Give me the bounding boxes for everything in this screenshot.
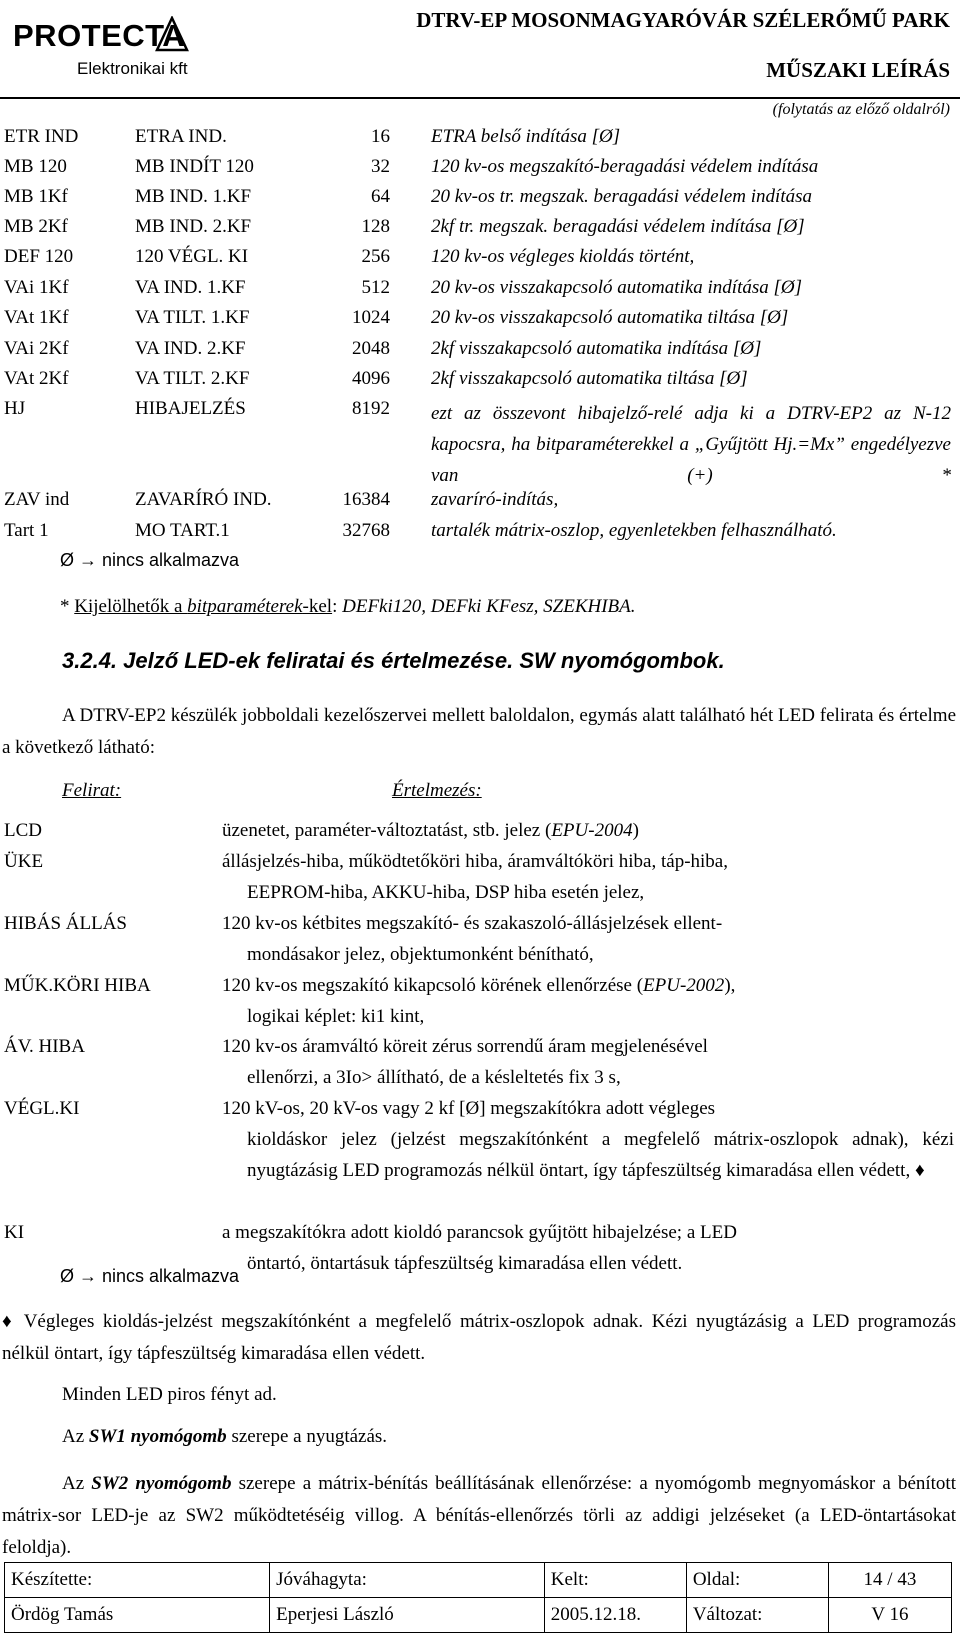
led-label: LCD xyxy=(4,820,42,841)
led-meaning xyxy=(222,846,954,908)
footer-cell: Jóváhagyta: xyxy=(270,1563,545,1598)
col-head-label: Felirat: xyxy=(62,780,122,801)
signal-desc: 120 kv-os megszakító-beragadási védelem indítása xyxy=(431,156,819,177)
footer-row xyxy=(5,1563,952,1598)
led-meaning-first: 120 kv-os kétbites megszakító- és szakaszoló-állásjelzések ellent- xyxy=(222,913,723,934)
header-divider xyxy=(0,97,960,99)
footer-cell: Oldal: xyxy=(686,1563,828,1598)
signal-abbr: ETR IND xyxy=(4,126,79,147)
led-meaning-rest: öntartó, öntartásuk tápfeszültség kimaradása ellen védett. xyxy=(247,1253,683,1274)
signal-desc: 2kf tr. megszak. beragadási védelem indítása [Ø] xyxy=(431,216,805,237)
signal-value: 4096 xyxy=(352,368,390,389)
signal-desc: ezt az összevont hibajelző-relé adja ki a DTRV-EP2 az N-12 kapocsra, ha bitparaméterekkel a „Gyűjtött Hj.=Mx” engedélyezve van (+) * xyxy=(431,403,951,486)
led-label: VÉGL.KI xyxy=(4,1098,80,1119)
diamond-paragraph: ♦ Végleges kioldás-jelzést megszakítónként a megfelelő mátrix-oszlopok adnak. Kézi nyugtázásig a LED programozás nélkül öntart, így tápfeszültség kimaradása ellen védett. xyxy=(2,1311,956,1364)
signal-desc: ETRA belső indítása [Ø] xyxy=(431,126,621,147)
signal-abbr: MB 1Kf xyxy=(4,186,68,207)
led-label: HIBÁS ÁLLÁS xyxy=(4,913,127,934)
signal-name: ZAVARÍRÓ IND. xyxy=(135,489,272,510)
signal-name: MB IND. 1.KF xyxy=(135,186,252,207)
led-meaning-first: 120 kv-os megszakító kikapcsoló körének ellenőrzése ( xyxy=(222,975,644,996)
footnote-u3: -kel xyxy=(302,596,333,617)
sw2-a: Az xyxy=(62,1473,92,1494)
signal-value: 32 xyxy=(371,156,390,177)
not-used-note: Ø → nincs alkalmazva xyxy=(60,550,240,570)
signal-abbr: VAt 2Kf xyxy=(4,368,69,389)
led-label: MŰK.KÖRI HIBA xyxy=(4,975,151,996)
signal-desc: 20 kv-os visszakapcsoló automatika tiltása [Ø] xyxy=(431,307,789,328)
footnote-u2: bitparaméterek xyxy=(187,596,303,617)
company-logo xyxy=(5,4,245,88)
led-label: ÁV. HIBA xyxy=(4,1036,85,1057)
signal-name: VA IND. 1.KF xyxy=(135,277,246,298)
led-meaning xyxy=(222,1093,954,1186)
signal-name: MB INDÍT 120 xyxy=(135,156,254,177)
led-meaning xyxy=(222,815,954,846)
led-meaning-rest: ellenőrzi, a 3Io> állítható, de a késleltetés fix 3 s, xyxy=(247,1067,621,1088)
signal-name: HIBAJELZÉS xyxy=(135,398,246,419)
led-meaning-rest: logikai képlet: ki1 kint, xyxy=(247,1006,425,1027)
signal-desc: 120 kv-os végleges kioldás történt, xyxy=(431,246,695,267)
sw1-a: Az xyxy=(62,1426,89,1447)
footnote-star: * xyxy=(60,596,75,617)
sw2-name: SW2 nyomógomb xyxy=(91,1473,232,1494)
led-meaning-ref: EPU-2002 xyxy=(643,975,725,996)
led-meaning-close: ) xyxy=(632,820,639,841)
signal-abbr: DEF 120 xyxy=(4,246,74,267)
logo-a-mark-icon xyxy=(155,16,189,52)
signal-name: VA TILT. 1.KF xyxy=(135,307,250,328)
signal-value: 16 xyxy=(371,126,390,147)
section-title: 3.2.4. Jelző LED-ek feliratai és értelmezése. SW nyomógombok. xyxy=(62,648,725,673)
signal-abbr: VAi 1Kf xyxy=(4,277,69,298)
footer-table xyxy=(4,1562,952,1633)
sw1-c: szerepe a nyugtázás. xyxy=(226,1426,388,1447)
led-meaning-first: 120 kv-os áramváltó köreit zérus sorrendű áram megjelenésével xyxy=(222,1036,708,1057)
signal-value: 256 xyxy=(361,246,390,267)
signal-value: 32768 xyxy=(342,520,390,541)
signal-value: 64 xyxy=(371,186,390,207)
signal-desc: tartalék mátrix-oszlop, egyenletekben felhasználható. xyxy=(431,520,837,541)
footer-row xyxy=(5,1598,952,1633)
signal-value: 2048 xyxy=(352,338,390,359)
footer-cell: V 16 xyxy=(828,1598,951,1633)
led-meaning xyxy=(222,1031,954,1093)
signal-value: 8192 xyxy=(352,398,390,419)
led-meaning-rest: kioldáskor jelez (jelzést megszakítónként a megfelelő mátrix-oszlopok adnak), kézi nyugtázásig LED programozás nélkül öntart, így tápfeszültség kimaradása ellen védett, ♦ xyxy=(247,1129,954,1181)
intro-paragraph: A DTRV-EP2 készülék jobboldali kezelőszervei mellett baloldalon, egymás alatt található hét LED felirata és értelme a következő látható: xyxy=(2,705,956,758)
signal-desc: 20 kv-os visszakapcsoló automatika indítása [Ø] xyxy=(431,277,803,298)
footer-cell: Ördög Tamás xyxy=(5,1598,270,1633)
signal-name: VA IND. 2.KF xyxy=(135,338,246,359)
footer-cell: Változat: xyxy=(686,1598,828,1633)
led-meaning xyxy=(222,908,954,970)
document-title: DTRV-EP MOSONMAGYARÓVÁR SZÉLERŐMŰ PARK xyxy=(416,8,950,32)
signal-desc: 2kf visszakapcsoló automatika indítása [Ø] xyxy=(431,338,762,359)
sw1-name: SW1 nyomógomb xyxy=(88,1426,227,1447)
signal-value: 128 xyxy=(361,216,390,237)
signal-value: 1024 xyxy=(352,307,390,328)
signal-desc: 2kf visszakapcsoló automatika tiltása [Ø] xyxy=(431,368,748,389)
logo-subtitle: Elektronikai kft xyxy=(77,59,188,78)
signal-desc: 20 kv-os tr. megszak. beragadási védelem indítása xyxy=(431,186,812,207)
footer-cell: Eperjesi László xyxy=(270,1598,545,1633)
signal-abbr: VAi 2Kf xyxy=(4,338,69,359)
sw1-paragraph xyxy=(62,1426,387,1448)
signal-name: ETRA IND. xyxy=(135,126,227,147)
signal-name: VA TILT. 2.KF xyxy=(135,368,250,389)
signal-abbr: Tart 1 xyxy=(4,520,49,541)
led-meaning-first: állásjelzés-hiba, működtetőköri hiba, áramváltóköri hiba, táp-hiba, xyxy=(222,851,728,872)
led-label: ÜKE xyxy=(4,851,44,872)
led-meaning-close: ), xyxy=(724,975,736,996)
footer-cell: Készítette: xyxy=(5,1563,270,1598)
sw2-paragraph xyxy=(2,1468,956,1564)
led-meaning-first: 120 kV-os, 20 kV-os vagy 2 kf [Ø] megszakítókra adott végleges xyxy=(222,1098,716,1119)
signal-abbr: ZAV ind xyxy=(4,489,70,510)
signal-name: MB IND. 2.KF xyxy=(135,216,252,237)
led-meaning xyxy=(222,1217,954,1279)
signal-abbr: MB 120 xyxy=(4,156,67,177)
signal-desc: zavaríró-indítás, xyxy=(431,489,559,510)
footer-cell: 14 / 43 xyxy=(828,1563,951,1598)
led-meaning xyxy=(222,970,954,1032)
footnote-u1: Kijelölhetők a xyxy=(74,596,188,617)
led-meaning-rest: mondásakor jelez, objektumonként bénítható, xyxy=(247,944,594,965)
sw2-c: szerepe a mátrix-bénítás beállításának ellenőrzése: a nyomógomb megnyomáskor a bénított mátrix-sor LED-je az SW2 működtetéséig villog. A bénítás-ellenőrzés törli az addigi jelzéseket (a LED-öntartásokat feloldja). xyxy=(2,1473,956,1558)
not-used-note-2: Ø → nincs alkalmazva xyxy=(60,1266,240,1286)
led-meaning-first: a megszakítókra adott kioldó parancsok gyűjtött hibajelzése; a LED xyxy=(222,1222,737,1243)
continued-note: (folytatás az előző oldalról) xyxy=(772,101,950,118)
logo-brand: PROTECTA xyxy=(13,18,186,53)
led-meaning-ref: EPU-2004 xyxy=(551,820,633,841)
footer-cell: 2005.12.18. xyxy=(544,1598,686,1633)
led-color-note: Minden LED piros fényt ad. xyxy=(62,1384,277,1405)
signal-abbr: HJ xyxy=(4,398,26,419)
led-label: KI xyxy=(4,1222,25,1243)
footnote-colon: : xyxy=(332,596,343,617)
footer-cell: Kelt: xyxy=(544,1563,686,1598)
col-head-meaning: Értelmezés: xyxy=(392,780,482,801)
footnote-tail: DEFki120, DEFki KFesz, SZEKHIBA. xyxy=(342,596,636,617)
signal-value: 512 xyxy=(361,277,390,298)
signal-abbr: VAt 1Kf xyxy=(4,307,69,328)
led-meaning-first: üzenetet, paraméter-változtatást, stb. jelez ( xyxy=(222,820,552,841)
signal-value: 16384 xyxy=(342,489,390,510)
signal-abbr: MB 2Kf xyxy=(4,216,68,237)
signal-name: MO TART.1 xyxy=(135,520,230,541)
document-subtitle: MŰSZAKI LEÍRÁS xyxy=(766,58,950,82)
footnote xyxy=(60,596,636,618)
signal-name: 120 VÉGL. KI xyxy=(135,246,249,267)
led-meaning-rest: EEPROM-hiba, AKKU-hiba, DSP hiba esetén jelez, xyxy=(247,882,645,903)
